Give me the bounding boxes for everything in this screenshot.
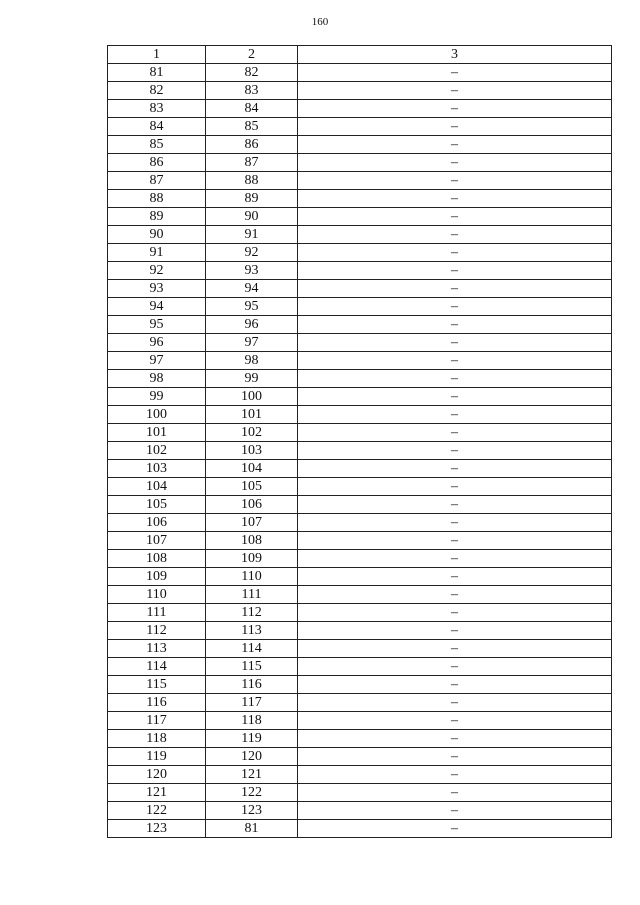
table-cell-col-3: – — [298, 370, 612, 388]
table-cell-col-3: – — [298, 514, 612, 532]
table-cell-col-1: 107 — [108, 532, 206, 550]
table-row — [108, 622, 612, 640]
table-row — [108, 640, 612, 658]
table-cell-col-3: – — [298, 118, 612, 136]
table-row — [108, 694, 612, 712]
table-cell-col-3: – — [298, 424, 612, 442]
table-cell-col-1: 101 — [108, 424, 206, 442]
table-cell-col-1: 102 — [108, 442, 206, 460]
table-cell-col-2: 97 — [206, 334, 298, 352]
table-row — [108, 730, 612, 748]
table-cell-col-2: 120 — [206, 748, 298, 766]
table-cell-col-2: 96 — [206, 316, 298, 334]
table-cell-col-2: 95 — [206, 298, 298, 316]
table-row — [108, 334, 612, 352]
table-row — [108, 532, 612, 550]
table-cell-col-3: – — [298, 460, 612, 478]
page-number: 160 — [311, 16, 329, 28]
table-cell-col-2: 83 — [206, 82, 298, 100]
table-cell-col-2: 88 — [206, 172, 298, 190]
table-body — [108, 64, 612, 838]
table-cell-col-2: 111 — [206, 586, 298, 604]
table-cell-col-1: 84 — [108, 118, 206, 136]
table-cell-col-1: 123 — [108, 820, 206, 838]
table-row — [108, 172, 612, 190]
table-cell-col-1: 98 — [108, 370, 206, 388]
table-cell-col-1: 117 — [108, 712, 206, 730]
table-cell-col-2: 108 — [206, 532, 298, 550]
table-row — [108, 568, 612, 586]
table-row — [108, 424, 612, 442]
table-cell-col-1: 94 — [108, 298, 206, 316]
table-row — [108, 766, 612, 784]
table-cell-col-1: 92 — [108, 262, 206, 280]
table-cell-col-2: 118 — [206, 712, 298, 730]
table-cell-col-1: 110 — [108, 586, 206, 604]
table-cell-col-1: 85 — [108, 136, 206, 154]
table-cell-col-1: 97 — [108, 352, 206, 370]
table-cell-col-2: 85 — [206, 118, 298, 136]
table-cell-col-3: – — [298, 568, 612, 586]
table-cell-col-3: – — [298, 226, 612, 244]
column-header-3: 3 — [298, 46, 612, 64]
table-row — [108, 676, 612, 694]
table-cell-col-2: 86 — [206, 136, 298, 154]
table-cell-col-2: 87 — [206, 154, 298, 172]
table-cell-col-1: 115 — [108, 676, 206, 694]
table-cell-col-2: 121 — [206, 766, 298, 784]
table-cell-col-1: 122 — [108, 802, 206, 820]
table-cell-col-1: 104 — [108, 478, 206, 496]
table-cell-col-3: – — [298, 532, 612, 550]
table-cell-col-1: 114 — [108, 658, 206, 676]
table-row — [108, 370, 612, 388]
table-row — [108, 244, 612, 262]
table-cell-col-1: 88 — [108, 190, 206, 208]
table-cell-col-1: 105 — [108, 496, 206, 514]
table-cell-col-2: 93 — [206, 262, 298, 280]
table-cell-col-3: – — [298, 730, 612, 748]
table-cell-col-3: – — [298, 496, 612, 514]
table-cell-col-2: 101 — [206, 406, 298, 424]
column-header-1: 1 — [108, 46, 206, 64]
table-cell-col-2: 119 — [206, 730, 298, 748]
table-row — [108, 784, 612, 802]
table-row — [108, 802, 612, 820]
table-cell-col-3: – — [298, 622, 612, 640]
table-cell-col-1: 112 — [108, 622, 206, 640]
table-cell-col-1: 108 — [108, 550, 206, 568]
table-cell-col-2: 104 — [206, 460, 298, 478]
table-row — [108, 460, 612, 478]
table-cell-col-1: 93 — [108, 280, 206, 298]
table-cell-col-1: 90 — [108, 226, 206, 244]
table-cell-col-2: 107 — [206, 514, 298, 532]
table-cell-col-2: 98 — [206, 352, 298, 370]
table-cell-col-2: 122 — [206, 784, 298, 802]
table-cell-col-1: 81 — [108, 64, 206, 82]
table-cell-col-3: – — [298, 154, 612, 172]
table-cell-col-1: 91 — [108, 244, 206, 262]
table-cell-col-2: 106 — [206, 496, 298, 514]
table-row — [108, 298, 612, 316]
table-row — [108, 586, 612, 604]
table-cell-col-3: – — [298, 550, 612, 568]
table-cell-col-2: 112 — [206, 604, 298, 622]
table-cell-col-3: – — [298, 262, 612, 280]
table-row — [108, 388, 612, 406]
table-cell-col-3: – — [298, 640, 612, 658]
table-cell-col-1: 82 — [108, 82, 206, 100]
table-cell-col-2: 81 — [206, 820, 298, 838]
table-cell-col-3: – — [298, 478, 612, 496]
table-cell-col-3: – — [298, 244, 612, 262]
table-cell-col-3: – — [298, 586, 612, 604]
table-cell-col-2: 115 — [206, 658, 298, 676]
table-cell-col-2: 105 — [206, 478, 298, 496]
table-cell-col-2: 116 — [206, 676, 298, 694]
table-row — [108, 64, 612, 82]
table-cell-col-2: 99 — [206, 370, 298, 388]
table-cell-col-1: 113 — [108, 640, 206, 658]
table-cell-col-1: 111 — [108, 604, 206, 622]
table-cell-col-1: 106 — [108, 514, 206, 532]
table-row — [108, 550, 612, 568]
table-cell-col-3: – — [298, 352, 612, 370]
table-cell-col-1: 116 — [108, 694, 206, 712]
table-row — [108, 712, 612, 730]
header-row — [108, 46, 612, 64]
table-cell-col-2: 113 — [206, 622, 298, 640]
table-row — [108, 154, 612, 172]
column-header-2: 2 — [206, 46, 298, 64]
table-row — [108, 226, 612, 244]
table-cell-col-3: – — [298, 172, 612, 190]
table-cell-col-3: – — [298, 802, 612, 820]
table-cell-col-2: 109 — [206, 550, 298, 568]
table-row — [108, 136, 612, 154]
table-row — [108, 316, 612, 334]
table-row — [108, 514, 612, 532]
table-cell-col-2: 94 — [206, 280, 298, 298]
table-cell-col-2: 100 — [206, 388, 298, 406]
table-cell-col-3: – — [298, 388, 612, 406]
table-cell-col-3: – — [298, 694, 612, 712]
table-cell-col-2: 91 — [206, 226, 298, 244]
table-cell-col-1: 120 — [108, 766, 206, 784]
table-cell-col-1: 100 — [108, 406, 206, 424]
table-row — [108, 406, 612, 424]
table-row — [108, 820, 612, 838]
table-cell-col-2: 103 — [206, 442, 298, 460]
table-cell-col-2: 102 — [206, 424, 298, 442]
table-cell-col-1: 103 — [108, 460, 206, 478]
table-cell-col-2: 92 — [206, 244, 298, 262]
table-cell-col-2: 89 — [206, 190, 298, 208]
data-table — [107, 45, 612, 838]
table-cell-col-3: – — [298, 280, 612, 298]
table-cell-col-2: 110 — [206, 568, 298, 586]
table-cell-col-3: – — [298, 820, 612, 838]
table-cell-col-1: 121 — [108, 784, 206, 802]
table-cell-col-2: 82 — [206, 64, 298, 82]
table-cell-col-3: – — [298, 658, 612, 676]
table-row — [108, 118, 612, 136]
table-cell-col-3: – — [298, 748, 612, 766]
table-cell-col-3: – — [298, 676, 612, 694]
table-row — [108, 496, 612, 514]
table-row — [108, 208, 612, 226]
table-cell-col-1: 109 — [108, 568, 206, 586]
table-cell-col-2: 123 — [206, 802, 298, 820]
table-cell-col-2: 90 — [206, 208, 298, 226]
table-cell-col-1: 119 — [108, 748, 206, 766]
table-cell-col-1: 86 — [108, 154, 206, 172]
table-row — [108, 478, 612, 496]
table-row — [108, 658, 612, 676]
table-row — [108, 190, 612, 208]
table-row — [108, 442, 612, 460]
table-cell-col-3: – — [298, 406, 612, 424]
table-row — [108, 262, 612, 280]
table-cell-col-2: 84 — [206, 100, 298, 118]
table-cell-col-3: – — [298, 334, 612, 352]
table-row — [108, 748, 612, 766]
table-cell-col-3: – — [298, 136, 612, 154]
table-cell-col-1: 87 — [108, 172, 206, 190]
table-cell-col-3: – — [298, 298, 612, 316]
table-cell-col-1: 118 — [108, 730, 206, 748]
table-cell-col-1: 99 — [108, 388, 206, 406]
table-cell-col-3: – — [298, 712, 612, 730]
table-cell-col-3: – — [298, 442, 612, 460]
table-cell-col-2: 114 — [206, 640, 298, 658]
table-cell-col-3: – — [298, 190, 612, 208]
table-cell-col-1: 95 — [108, 316, 206, 334]
table-row — [108, 100, 612, 118]
table-row — [108, 280, 612, 298]
table-cell-col-3: – — [298, 784, 612, 802]
table-cell-col-2: 117 — [206, 694, 298, 712]
table-cell-col-3: – — [298, 316, 612, 334]
table-cell-col-3: – — [298, 100, 612, 118]
table-cell-col-3: – — [298, 64, 612, 82]
table-cell-col-3: – — [298, 766, 612, 784]
table-row — [108, 352, 612, 370]
table-row — [108, 82, 612, 100]
table-cell-col-3: – — [298, 604, 612, 622]
table-cell-col-1: 83 — [108, 100, 206, 118]
table-cell-col-3: – — [298, 208, 612, 226]
table-row — [108, 604, 612, 622]
table-cell-col-1: 89 — [108, 208, 206, 226]
table-cell-col-3: – — [298, 82, 612, 100]
table-cell-col-1: 96 — [108, 334, 206, 352]
